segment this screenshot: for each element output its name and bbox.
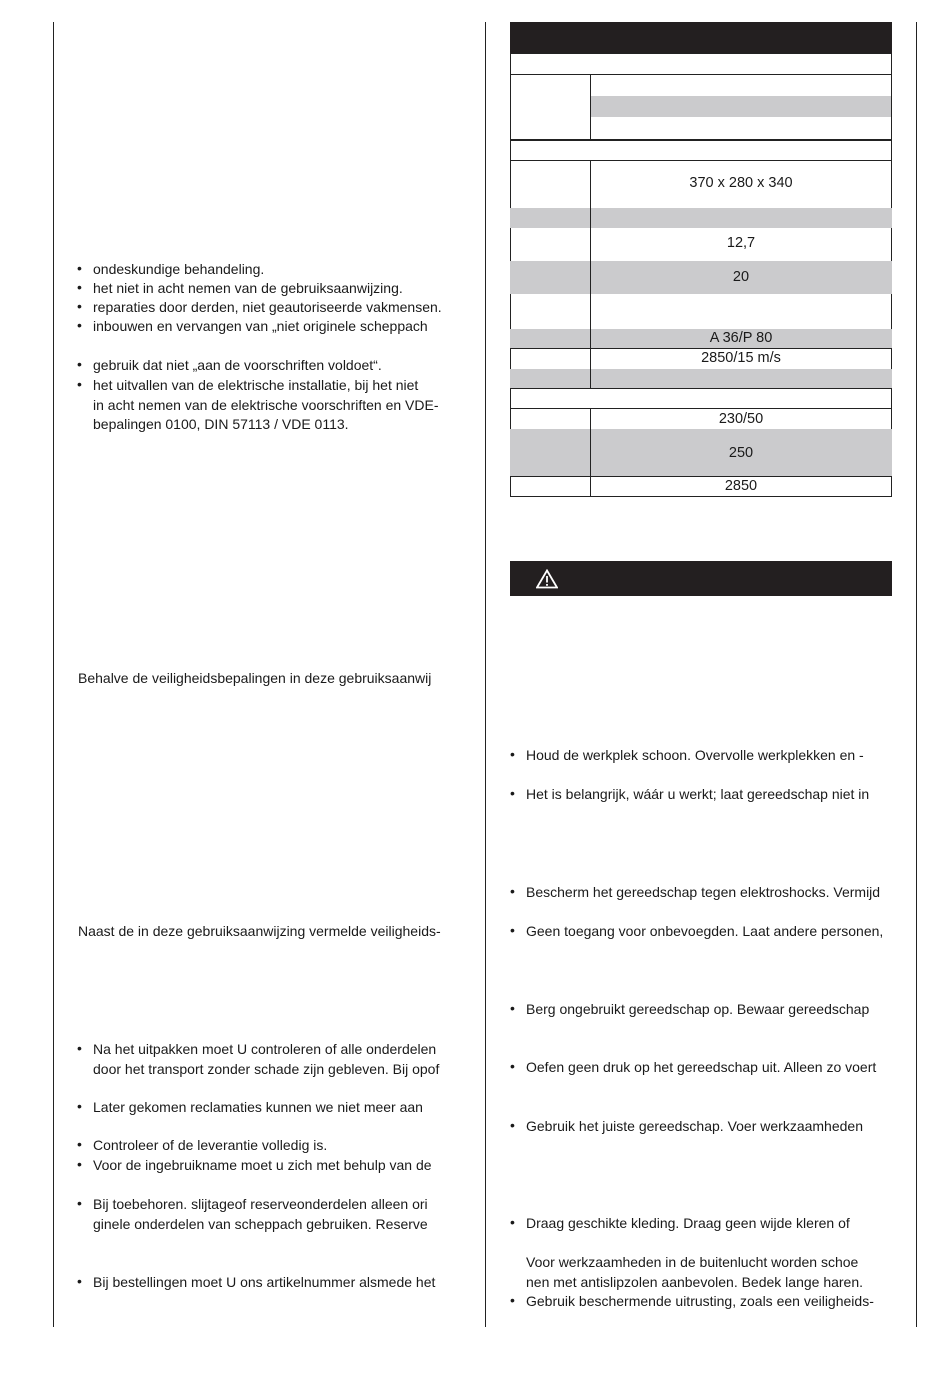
list-item: • Bij toebehoren. slijtageof reserveonderdelen alleen ori ginele onderdelen van scheppach gebruiken. Reserve [93,1195,428,1234]
table-section-label-row [510,53,892,75]
right-margin-rule [916,22,917,1327]
list-item: • het uitvallen van de elektrische installatie, bij het niet in acht nemen van de elektrische voorschriften en VDE- bepalingen 0100, DIN 57113 / VDE 0113. [93,376,439,435]
table-cell: 2850 [724,478,758,494]
table-section-label-row [510,140,892,161]
table-row [510,208,892,228]
list-item: • Bescherm het gereedschap tegen elektroshocks. Vermijd [526,883,880,903]
table-cell: 2850/15 m/s [701,350,781,366]
list-item: • Later gekomen reclamaties kunnen we niet meer aan [93,1098,423,1118]
left-margin-rule [53,22,54,1327]
warning-triangle-icon [536,569,558,589]
list-item: • Voor de ingebruikname moet u zich met behulp van de [93,1156,432,1176]
table-header-bar [510,22,892,53]
table-row [510,369,892,389]
table-cell: A 36/P 80 [709,330,773,346]
list-item: • Geen toegang voor onbevoegden. Laat andere personen, [526,922,883,942]
list-item: • Het is belangrijk, wáár u werkt; laat gereedschap niet in [526,785,869,805]
center-column-rule [485,22,486,1327]
list-item: • ondeskundige behandeling. [93,260,264,280]
list-item: • het niet in acht nemen van de gebruiksaanwijzing. [93,279,403,299]
list-item: • Controleer of de leverantie volledig is. [93,1136,327,1156]
clothing-note-line-2: nen met antislipzolen aanbevolen. Bedek lange haren. [526,1274,864,1290]
table-cell: 230/50 [718,411,764,427]
list-item: • Houd de werkplek schoon. Overvolle werkplekken en - [526,746,864,766]
table-row [591,96,891,117]
list-item: • reparaties door derden, niet geautoriseerde vakmensen. [93,298,442,318]
warning-heading-bar [510,561,892,596]
list-item: • Gebruik beschermende uitrusting, zoals een veiligheids- [526,1292,874,1312]
list-item: • Berg ongebruikt gereedschap op. Bewaar gereedschap [526,1000,869,1020]
list-item: • Draag geschikte kleding. Draag geen wijde kleren of [526,1214,850,1234]
list-item: • gebruik dat niet „aan de voorschriften voldoet“. [93,356,382,376]
table-cell: 20 [732,269,750,285]
list-item: • Oefen geen druk op het gereedschap uit. Alleen zo voert [526,1058,876,1078]
table-cell: 370 x 280 x 340 [689,175,793,191]
list-item: • inbouwen en vervangen van „niet originele scheppach [93,317,428,337]
list-item: • Bij bestellingen moet U ons artikelnummer alsmede het [93,1273,435,1293]
table-cell: 250 [728,445,754,461]
clothing-note-line-1: Voor werkzaamheden in de buitenlucht worden schoe [526,1254,859,1270]
additional-safety-text: Naast de in deze gebruiksaanwijzing vermelde veiligheids- [78,923,441,939]
table-cell: 12,7 [726,235,756,251]
safety-intro-text: Behalve de veiligheidsbepalingen in deze gebruiksaanwij [78,670,432,686]
list-item: • Gebruik het juiste gereedschap. Voer werkzaamheden [526,1117,863,1137]
list-item: • Na het uitpakken moet U controleren of alle onderdelen door het transport zonder schade zijn gebleven. Bij opof [93,1040,439,1079]
table-section-label-row [510,388,892,409]
